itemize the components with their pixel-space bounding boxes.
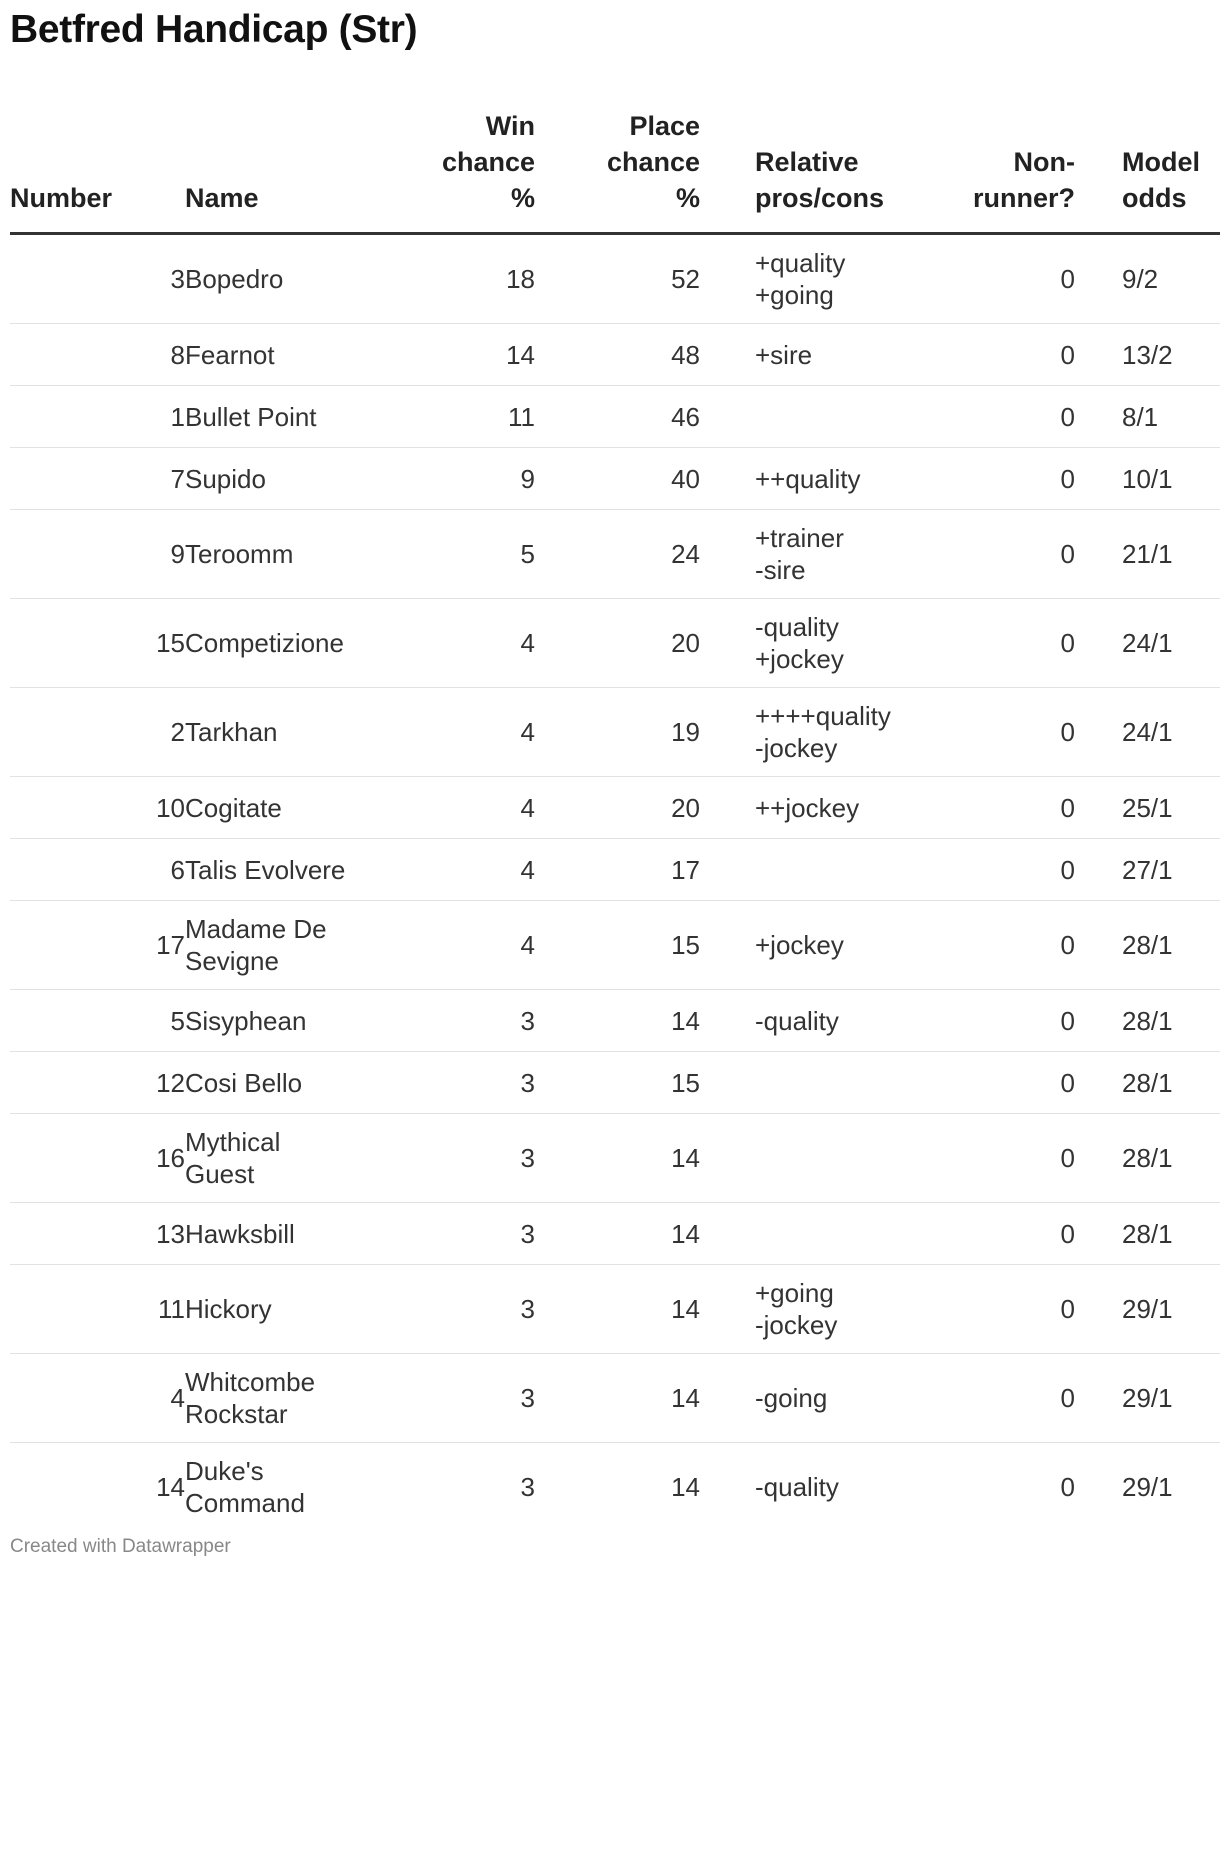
cell-win-chance: 4 [375,777,535,839]
cell-relative: -quality [700,990,875,1052]
header-odds-line-2: odds [1122,183,1187,213]
cell-model-odds: 28/1 [1075,1114,1220,1203]
cell-number: 13 [10,1203,185,1265]
table-row [10,1354,1220,1443]
cell-name: Cosi Bello [185,1052,375,1114]
cell-place-chance: 14 [535,1203,700,1265]
cell-relative: ++++quality -jockey [700,688,875,777]
cell-name: Madame De Sevigne [185,901,375,990]
cell-number: 6 [10,839,185,901]
cell-relative [700,1052,875,1114]
header-relative[interactable] [700,108,885,234]
cell-number: 1 [10,386,185,448]
cell-place-chance: 19 [535,688,700,777]
cell-name: Bopedro [185,234,375,324]
cell-place-chance: 14 [535,990,700,1052]
header-place-chance[interactable] [535,108,700,234]
cell-name: Supido [185,448,375,510]
cell-nonrunner: 0 [875,1354,1075,1443]
table-row [10,324,1220,386]
header-win-line-2: chance [441,147,535,177]
cell-number: 15 [10,599,185,688]
cell-nonrunner: 0 [875,839,1075,901]
header-win-line-1: Win [485,111,535,141]
table-container [10,0,1220,1531]
cell-win-chance: 4 [375,901,535,990]
cell-number: 16 [10,1114,185,1203]
table-row [10,448,1220,510]
header-place-line-3: % [675,183,700,213]
header-nonrunner-line-2: runner? [972,183,1075,213]
header-name[interactable]: Name [185,108,375,234]
cell-place-chance: 24 [535,510,700,599]
header-win-chance[interactable] [375,108,535,234]
table-row [10,990,1220,1052]
cell-relative [700,1114,875,1203]
table-row [10,777,1220,839]
cell-place-chance: 15 [535,901,700,990]
page-title: Betfred Handicap (Str) [10,8,418,51]
cell-model-odds: 24/1 [1075,599,1220,688]
cell-nonrunner: 0 [875,324,1075,386]
table-header [10,108,1220,234]
cell-win-chance: 11 [375,386,535,448]
table-row [10,510,1220,599]
table-row [10,599,1220,688]
cell-nonrunner: 0 [875,990,1075,1052]
header-nonrunner-line-1: Non- [1013,147,1075,177]
cell-name: Hickory [185,1265,375,1354]
table-row [10,688,1220,777]
cell-number: 8 [10,324,185,386]
table-row [10,839,1220,901]
cell-win-chance: 18 [375,234,535,324]
cell-model-odds: 8/1 [1075,386,1220,448]
header-place-line-1: Place [629,111,700,141]
cell-nonrunner: 0 [875,1203,1075,1265]
cell-nonrunner: 0 [875,234,1075,324]
table-body [10,234,1220,1532]
cell-place-chance: 14 [671,1472,700,1502]
cell-win-chance: 3 [375,1354,535,1443]
cell-name: Fearnot [185,324,375,386]
cell-number: 5 [10,990,185,1052]
cell-number: 3 [10,234,185,324]
header-number[interactable]: Number [10,108,185,234]
cell-win-chance: 3 [375,1203,535,1265]
cell-model-odds: 28/1 [1075,1203,1220,1265]
cell-model-odds: 10/1 [1075,448,1220,510]
table-row [10,1114,1220,1203]
cell-relative: +jockey [700,901,875,990]
cell-place-chance: 14 [535,1265,700,1354]
table-row [10,234,1220,324]
cell-name: Competizione [185,599,375,688]
cell-model-odds: 28/1 [1075,990,1220,1052]
cell-relative: +sire [700,324,875,386]
cell-name: Teroomm [185,510,375,599]
cell-place-chance: 20 [535,599,700,688]
cell-model-odds: 27/1 [1075,839,1220,901]
cell-name: Tarkhan [185,688,375,777]
header-odds-line-1: Model [1122,147,1200,177]
cell-number: 2 [10,688,185,777]
cell-relative: +trainer -sire [700,510,875,599]
cell-relative: ++jockey [700,777,875,839]
cell-place-chance: 40 [535,448,700,510]
cell-relative [700,1203,875,1265]
cell-place-chance: 52 [535,234,700,324]
cell-number: 4 [10,1354,185,1443]
cell-relative: ++quality [700,448,875,510]
cell-nonrunner: 0 [875,1114,1075,1203]
cell-nonrunner: 0 [875,901,1075,990]
cell-number: 14 [156,1472,185,1502]
cell-model-odds: 28/1 [1075,901,1220,990]
table-row [10,386,1220,448]
cell-model-odds: 29/1 [1075,1265,1220,1354]
cell-number: 10 [10,777,185,839]
cell-place-chance: 17 [535,839,700,901]
header-relative-line-1: Relative [755,147,859,177]
cell-number: 9 [10,510,185,599]
cell-name: Hawksbill [185,1203,375,1265]
cell-place-chance: 46 [535,386,700,448]
cell-relative [700,839,875,901]
cell-nonrunner: 0 [875,448,1075,510]
cell-nonrunner: 0 [875,510,1075,599]
table-row [10,901,1220,990]
cell-model-odds: 13/2 [1075,324,1220,386]
cell-model-odds: 9/2 [1075,234,1220,324]
cell-win-chance: 3 [375,1265,535,1354]
race-table [10,108,1220,1531]
cell-win-chance: 4 [375,839,535,901]
footer-credit: Created with Datawrapper [10,1536,231,1557]
header-row [10,108,1220,234]
cell-nonrunner: 0 [875,1265,1075,1354]
header-relative-line-2: pros/cons [755,183,885,213]
table-row [10,1443,1220,1532]
table-row [10,1052,1220,1114]
header-place-line-2: chance [606,147,700,177]
cell-relative: -quality +jockey [700,599,875,688]
cell-number: 7 [10,448,185,510]
cell-relative: +going -jockey [700,1265,875,1354]
cell-nonrunner: 0 [875,777,1075,839]
cell-place-chance: 48 [535,324,700,386]
cell-win-chance: 3 [520,1472,535,1502]
cell-nonrunner: 0 [1060,1472,1075,1502]
cell-place-chance: 14 [535,1354,700,1443]
cell-win-chance: 5 [375,510,535,599]
cell-nonrunner: 0 [875,1052,1075,1114]
table-row [10,1203,1220,1265]
cell-number: 11 [10,1265,185,1354]
cell-win-chance: 3 [375,1052,535,1114]
table-row [10,1265,1220,1354]
cell-name: Whitcombe Rockstar [185,1354,375,1443]
cell-model-odds: 25/1 [1075,777,1220,839]
cell-name: Bullet Point [185,386,375,448]
cell-win-chance: 3 [375,990,535,1052]
cell-model-odds: 29/1 [1122,1472,1173,1502]
cell-place-chance: 20 [535,777,700,839]
cell-model-odds: 29/1 [1075,1354,1220,1443]
cell-name: Talis Evolvere [185,839,375,901]
cell-name: Mythical Guest [185,1114,375,1203]
cell-number: 17 [10,901,185,990]
cell-relative: -going [700,1354,875,1443]
cell-name: Cogitate [185,777,375,839]
cell-relative: -quality [755,1472,839,1502]
cell-model-odds: 21/1 [1075,510,1220,599]
cell-win-chance: 14 [375,324,535,386]
cell-relative [700,386,875,448]
cell-name: Sisyphean [185,990,375,1052]
cell-model-odds: 24/1 [1075,688,1220,777]
cell-win-chance: 4 [375,599,535,688]
cell-model-odds: 28/1 [1075,1052,1220,1114]
cell-win-chance: 4 [375,688,535,777]
header-model-odds[interactable] [1075,108,1220,234]
cell-win-chance: 3 [375,1114,535,1203]
cell-nonrunner: 0 [875,688,1075,777]
cell-name: Duke's Command [185,1456,305,1518]
cell-number: 12 [10,1052,185,1114]
cell-nonrunner: 0 [875,386,1075,448]
cell-place-chance: 14 [535,1114,700,1203]
cell-nonrunner: 0 [875,599,1075,688]
cell-relative: +quality +going [700,234,875,324]
header-win-line-3: % [510,183,535,213]
header-nonrunner[interactable] [875,108,1075,234]
cell-win-chance: 9 [375,448,535,510]
cell-place-chance: 15 [535,1052,700,1114]
